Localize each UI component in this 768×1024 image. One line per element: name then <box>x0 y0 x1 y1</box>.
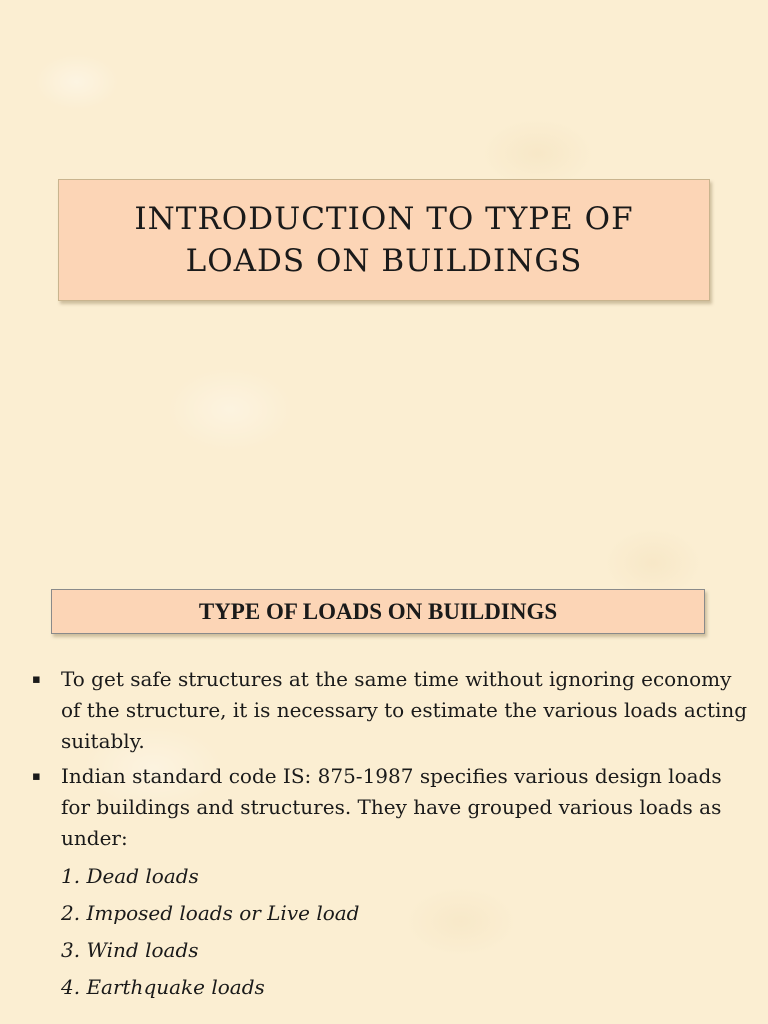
bullet-text: Indian standard code IS: 875-1987 specifies various design loads for buildings and structures. They have grouped various loads as under: <box>61 764 722 850</box>
slide-body <box>30 664 748 1006</box>
slide-content <box>0 512 768 1024</box>
list-item: 4. Earthquake loads <box>61 975 265 999</box>
slide-title-text: INTRODUCTION TO TYPE OF LOADS ON BUILDINGS <box>134 201 634 279</box>
list-item: 2. Imposed loads or Live load <box>61 901 360 925</box>
list-item: 1. Dead loads <box>61 864 199 888</box>
list-item: 3. Wind loads <box>61 938 199 962</box>
slide-heading: TYPE OF LOADS ON BUILDINGS <box>198 598 558 624</box>
title-box <box>58 179 710 301</box>
square-bullet-icon: ▪ <box>32 672 41 687</box>
load-list <box>30 858 748 1006</box>
bullet-item <box>30 761 748 854</box>
square-bullet-icon: ▪ <box>32 769 41 784</box>
bullet-text: To get safe structures at the same time without ignoring economy of the structure, it is necessary to estimate the various loads acting suitably. <box>61 667 748 753</box>
heading-box <box>51 589 705 634</box>
bullet-item <box>30 664 748 757</box>
